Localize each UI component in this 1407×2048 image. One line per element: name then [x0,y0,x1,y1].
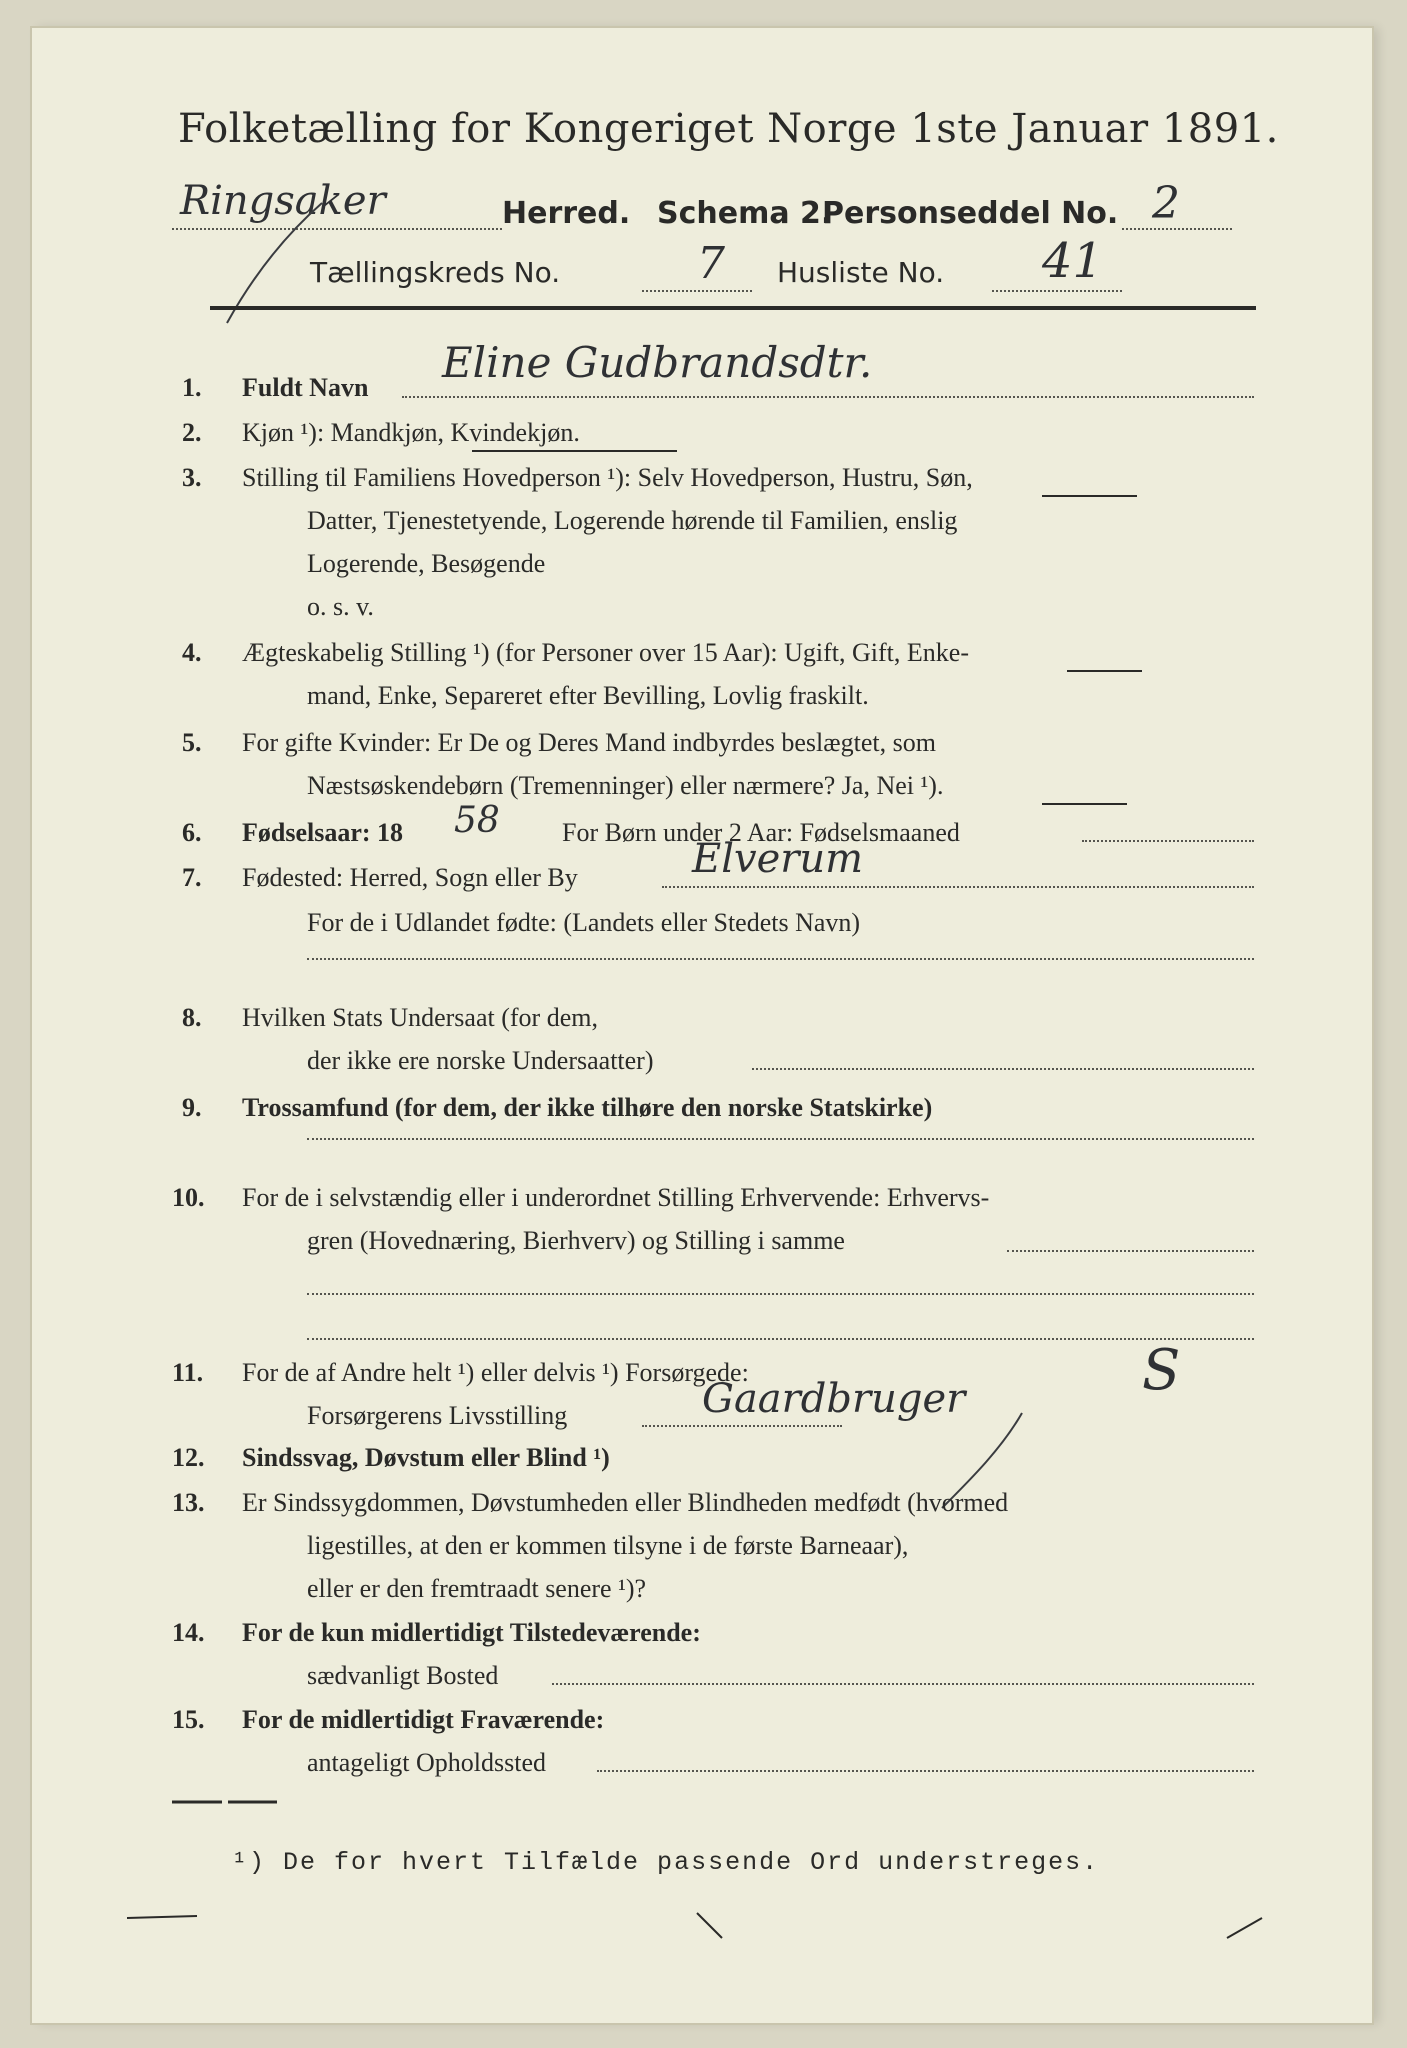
q13-line1: Er Sindssygdommen, Døvstumheden eller Blindheden medfødt (hvormed [242,1488,1009,1517]
q11-dotted-line [642,1425,842,1427]
q11-answer-mark: S [1142,1338,1181,1403]
q3-line3: Logerende, Besøgende [307,549,546,578]
q7-number: 7. [182,863,202,892]
schema-label: Schema 2. [657,196,833,231]
handwritten-taellingskreds-no: 7 [697,238,725,289]
q15-dotted-line [597,1770,1254,1772]
q10-dotted-line-2 [307,1293,1254,1295]
q11-answer-occupation: Gaardbruger [702,1376,966,1422]
q14-number: 14. [172,1618,205,1647]
q2-text: Kjøn ¹): Mandkjøn, Kvindekjøn. [242,418,580,447]
q2-number: 2. [182,418,202,447]
q5-number: 5. [182,728,202,757]
q10-number: 10. [172,1183,205,1212]
q7-answer-birthplace: Elverum [692,836,864,882]
husliste-label: Husliste No. [777,256,945,289]
handwritten-personseddel-no: 2 [1152,178,1180,229]
q10-line2: gren (Hovednæring, Bierhverv) og Stilling i samme [307,1226,845,1255]
q15-number: 15. [172,1705,205,1734]
husliste-dotted-line [992,290,1122,292]
q1-answer-name: Eline Gudbrandsdtr. [442,338,873,387]
stray-mark-right [1222,1908,1272,1948]
q11-number: 11. [172,1358,204,1387]
q7-label: Fødested: Herred, Sogn eller By [242,863,578,892]
q3-number: 3. [182,463,202,492]
personseddel-label: Personseddel No. [822,196,1119,231]
header-divider [210,306,1256,310]
q6-number: 6. [182,818,202,847]
q8-line1: Hvilken Stats Undersaat (for dem, [242,1003,598,1032]
q9-text: Trossamfund (for dem, der ikke tilhøre den norske Statskirke) [242,1093,933,1122]
q10-line1: For de i selvstændig eller i underordnet Stilling Erhvervende: Erhvervs- [242,1183,990,1212]
stray-mark-center [692,1908,732,1948]
q3-line2: Datter, Tjenestetyende, Logerende hørende til Familien, enslig [307,506,958,535]
q13-line2: ligestilles, at den er kommen tilsyne i de første Barneaar), [307,1531,909,1560]
q5-underline-nei [1042,801,1132,809]
q15-line2: antageligt Opholdssted [307,1748,547,1777]
handwritten-herred: Ringsaker [180,178,386,224]
taellingskreds-label: Tællingskreds No. [310,256,561,289]
q13-line3: eller er den fremtraadt senere ¹)? [307,1574,647,1603]
q1-label: Fuldt Navn [242,373,369,402]
q14-line1: For de kun midlertidigt Tilstedeværende: [242,1618,701,1647]
q7-dotted-line [662,886,1254,888]
q6-label-month: For Børn under 2 Aar: Fødselsmaaned [562,818,960,847]
q12-text: Sindssvag, Døvstum eller Blind ¹) [242,1443,610,1472]
q15-line1: For de midlertidigt Fraværende: [242,1705,605,1734]
q4-line1: Ægteskabelig Stilling ¹) (for Personer over 15 Aar): Ugift, Gift, Enke- [242,638,969,667]
q4-line2: mand, Enke, Separeret efter Bevilling, Lovlig fraskilt. [307,681,869,710]
q9-dotted-line [307,1138,1254,1140]
q3-line4: o. s. v. [307,592,374,621]
footnote: ¹) De for hvert Tilfælde passende Ord understreges. [232,1848,1100,1877]
census-form-sheet [32,28,1372,2023]
q14-line2: sædvanligt Bosted [307,1661,499,1690]
q1-dotted-line [402,396,1254,398]
handwritten-husliste-no: 41 [1042,233,1104,289]
q11-line1: For de af Andre helt ¹) eller delvis ¹) Forsørgede: [242,1358,749,1387]
q2-underline-kvindekjon [472,448,682,456]
q11-line2: Forsørgerens Livsstilling [307,1401,568,1430]
q4-number: 4. [182,638,202,667]
q6-answer-birthyear: 58 [454,800,500,841]
q14-dotted-line [552,1683,1254,1685]
herred-label: Herred. [502,196,631,231]
personseddel-dotted-line [1122,228,1232,230]
q6-label-year: Fødselsaar: 18 [242,818,404,847]
q8-line2: der ikke ere norske Undersaatter) [307,1046,654,1075]
q5-line1: For gifte Kvinder: Er De og Deres Mand indbyrdes beslægtet, som [242,728,936,757]
q5-line2: Næstsøskendebørn (Tremenninger) eller nærmere? Ja, Nei ¹). [307,771,944,800]
q8-number: 8. [182,1003,202,1032]
q4-underline-gift [1067,668,1147,676]
q13-number: 13. [172,1488,205,1517]
q9-number: 9. [182,1093,202,1122]
q7-line2: For de i Udlandet fødte: (Landets eller Stedets Navn) [307,908,861,937]
taellingskreds-dotted-line [642,290,752,292]
q12-number: 12. [172,1443,205,1472]
q1-number: 1. [182,373,202,402]
q10-dotted-line-3 [307,1338,1254,1340]
q6-dotted-line [1082,840,1254,842]
form-title: Folketælling for Kongeriget Norge 1ste Januar 1891. [178,106,1279,152]
stray-mark-left [127,1908,207,1928]
q3-line1: Stilling til Familiens Hovedperson ¹): Selv Hovedperson, Hustru, Søn, [242,463,973,492]
q3-underline-hustru [1042,493,1142,501]
q8-dotted-line [752,1068,1254,1070]
footnote-separator [172,1798,282,1806]
q10-dotted-line-1 [1007,1250,1254,1252]
q7-extra-dotted-line [307,958,1254,960]
